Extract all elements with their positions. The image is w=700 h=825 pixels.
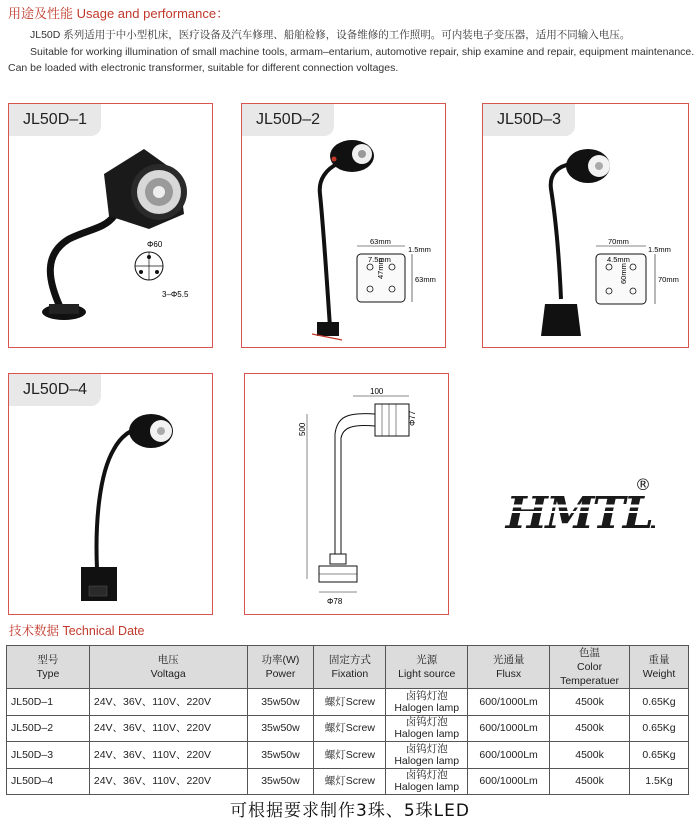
- cell-color-temp: 4500k: [550, 715, 630, 742]
- brand-logo: [495, 470, 655, 555]
- usage-description-cn: JL50D 系列适用于中小型机床，医疗设备及汽车修理、船舶检修，设备维修的工作照明。可内装电子变压器，适用不同输入电压。: [30, 29, 631, 41]
- cell-type: JL50D–2: [7, 715, 90, 742]
- table-row: [7, 689, 689, 716]
- cell-light-source: 卤钨灯泡 Halogen lamp: [386, 768, 468, 795]
- registered-mark: ®: [635, 475, 651, 494]
- product-card-jl50d-1: [8, 103, 213, 348]
- dim-7-5mm: 7.5mm: [368, 255, 391, 264]
- lamp-jl50d-2-illustration: [242, 104, 447, 349]
- header-weight: 重量 Weight: [630, 646, 689, 689]
- dim-70mm-width: 70mm: [608, 237, 629, 246]
- dimension-drawing: [245, 374, 450, 616]
- table-header-row: [7, 646, 689, 689]
- hmtll-logo: [495, 470, 655, 550]
- technical-data-title: 技术数据 Technical Date: [9, 624, 145, 638]
- cell-color-temp: 4500k: [550, 742, 630, 769]
- header-light-source: 光源 Light source: [386, 646, 468, 689]
- dim-70mm-height: 70mm: [658, 275, 679, 284]
- lamp-jl50d-4-illustration: [9, 374, 214, 616]
- cell-voltage: 24V、36V、110V、220V: [89, 768, 247, 795]
- cell-power: 35w50w: [247, 742, 314, 769]
- cell-voltage: 24V、36V、110V、220V: [89, 715, 247, 742]
- dim-63mm-height: 63mm: [415, 275, 436, 284]
- cell-weight: 0.65Kg: [630, 689, 689, 716]
- dim-47mm: 47mm: [376, 258, 385, 279]
- cell-power: 35w50w: [247, 689, 314, 716]
- cell-weight: 1.5Kg: [630, 768, 689, 795]
- header-color-temperature: 色温 Color Temperatuer: [550, 646, 630, 689]
- cell-power: 35w50w: [247, 768, 314, 795]
- table-row: [7, 768, 689, 795]
- product-card-jl50d-2: [241, 103, 446, 348]
- header-flux: 光通量 Flusx: [468, 646, 550, 689]
- header-voltage: 电压 Voltaga: [89, 646, 247, 689]
- product-card-jl50d-3: [482, 103, 689, 348]
- dim-phi60: Φ60: [147, 240, 163, 249]
- dim-500: 500: [298, 422, 307, 436]
- cell-light-source: 卤钨灯泡 Halogen lamp: [386, 715, 468, 742]
- brand-name: HMTLL: [500, 487, 655, 539]
- dim-phi77: Φ77: [408, 410, 417, 426]
- cell-flux: 600/1000Lm: [468, 689, 550, 716]
- product-label-jl50d-3: JL50D–3: [483, 104, 575, 136]
- dim-phi78: Φ78: [327, 597, 343, 606]
- cell-fixation: 螺灯Screw: [314, 742, 386, 769]
- cell-type: JL50D–4: [7, 768, 90, 795]
- dimension-drawing-card: [244, 373, 449, 615]
- cell-color-temp: 4500k: [550, 768, 630, 795]
- cell-fixation: 螺灯Screw: [314, 689, 386, 716]
- cell-type: JL50D–3: [7, 742, 90, 769]
- cell-voltage: 24V、36V、110V、220V: [89, 742, 247, 769]
- table-row: [7, 715, 689, 742]
- product-label-jl50d-2: JL50D–2: [242, 104, 334, 136]
- cell-fixation: 螺灯Screw: [314, 715, 386, 742]
- cell-fixation: 螺灯Screw: [314, 768, 386, 795]
- cell-voltage: 24V、36V、110V、220V: [89, 689, 247, 716]
- dim-4-5mm: 4.5mm: [607, 255, 630, 264]
- cell-light-source: 卤钨灯泡 Halogen lamp: [386, 742, 468, 769]
- dim-3-phi5-5: 3–Φ5.5: [162, 290, 189, 299]
- footer-note: 可根据要求制作3珠、5珠LED: [230, 801, 470, 821]
- product-label-jl50d-4: JL50D–4: [9, 374, 101, 406]
- header-power: 功率(W) Power: [247, 646, 314, 689]
- cell-type: JL50D–1: [7, 689, 90, 716]
- table-row: [7, 742, 689, 769]
- cell-power: 35w50w: [247, 715, 314, 742]
- dim-1-5mm-b: 1.5mm: [648, 245, 671, 254]
- header-fixation: 固定方式 Fixation: [314, 646, 386, 689]
- technical-data-table: [6, 645, 689, 795]
- usage-description-en: Suitable for working illumination of small machine tools, armam–entarium, automotive repair, ship examine and repair, equipment maintenance. Can be loaded with electronic transformer, suitable for different connection voltages.: [8, 46, 695, 74]
- cell-weight: 0.65Kg: [630, 742, 689, 769]
- cell-flux: 600/1000Lm: [468, 768, 550, 795]
- dim-1-5mm: 1.5mm: [408, 245, 431, 254]
- cell-flux: 600/1000Lm: [468, 742, 550, 769]
- dim-100: 100: [370, 387, 384, 396]
- product-card-jl50d-4: [8, 373, 213, 615]
- cell-weight: 0.65Kg: [630, 715, 689, 742]
- dim-63mm-width: 63mm: [370, 237, 391, 246]
- lamp-jl50d-3-illustration: [483, 104, 690, 349]
- dim-60mm: 60mm: [619, 263, 628, 284]
- lamp-jl50d-1-illustration: [9, 104, 214, 349]
- usage-title: 用途及性能 Usage and performance：: [8, 6, 230, 21]
- product-label-jl50d-1: JL50D–1: [9, 104, 101, 136]
- cell-flux: 600/1000Lm: [468, 715, 550, 742]
- cell-color-temp: 4500k: [550, 689, 630, 716]
- cell-light-source: 卤钨灯泡 Halogen lamp: [386, 689, 468, 716]
- header-type: 型号 Type: [7, 646, 90, 689]
